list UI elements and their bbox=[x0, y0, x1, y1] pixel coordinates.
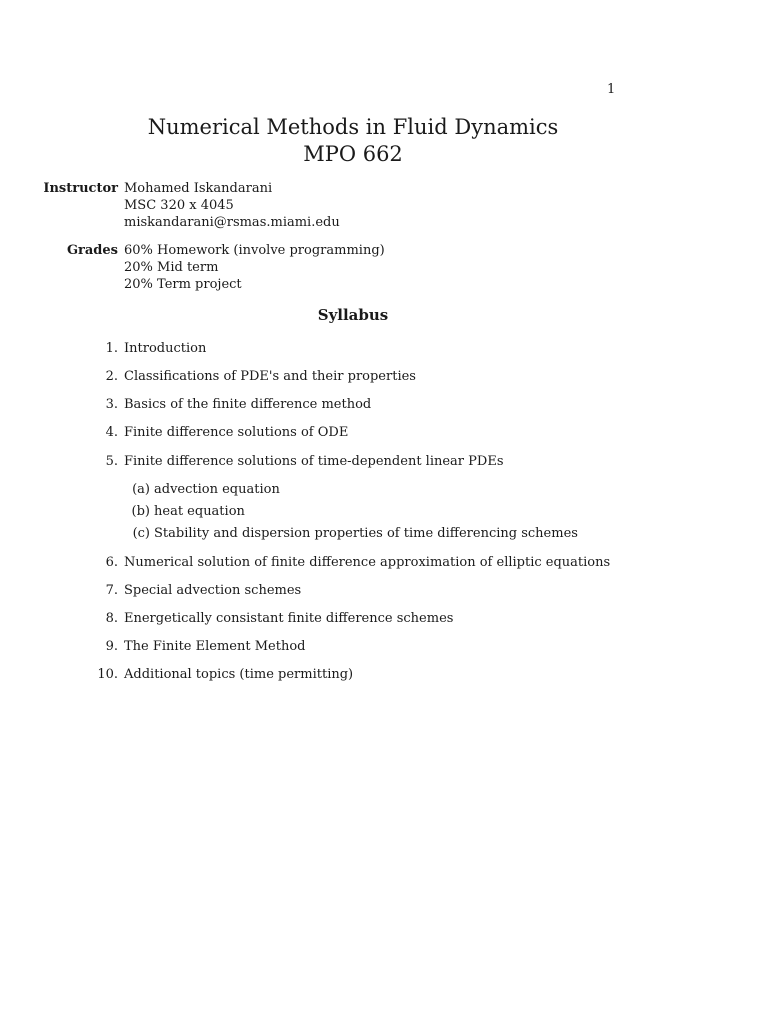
list-item-number: 6. bbox=[105, 555, 118, 570]
list-item-number: 5. bbox=[105, 454, 118, 469]
list-item-number: 4. bbox=[105, 425, 118, 440]
page-number: 1 bbox=[607, 82, 616, 97]
instructor-name: Mohamed Iskandarani bbox=[124, 181, 273, 196]
sub-list-item-letter: (c) bbox=[132, 526, 150, 541]
course-code: MPO 662 bbox=[303, 142, 403, 166]
grades-details bbox=[124, 242, 385, 293]
list-item-text: Numerical solution of finite difference approximation of elliptic equations bbox=[124, 555, 611, 570]
instructor-details bbox=[124, 180, 340, 231]
grades-label: Grades bbox=[66, 243, 118, 258]
list-item-number: 3. bbox=[105, 397, 118, 412]
list-item-text: Introduction bbox=[124, 341, 207, 356]
grade-midterm: 20% Mid term bbox=[124, 260, 219, 275]
title-block bbox=[0, 114, 706, 168]
list-item-number: 8. bbox=[105, 611, 118, 626]
list-item-number: 1. bbox=[105, 341, 118, 356]
list-item-text: Classifications of PDE's and their properties bbox=[124, 369, 416, 384]
sub-list-item-letter: (b) bbox=[131, 504, 150, 519]
document-title: Numerical Methods in Fluid Dynamics bbox=[147, 115, 559, 139]
list-item-number: 9. bbox=[105, 639, 118, 654]
syllabus-heading: Syllabus bbox=[317, 306, 389, 324]
list-item-text: Additional topics (time permitting) bbox=[124, 667, 354, 682]
list-item-text: The Finite Element Method bbox=[124, 639, 306, 654]
grade-project: 20% Term project bbox=[124, 277, 242, 292]
instructor-email: miskandarani@rsmas.miami.edu bbox=[124, 215, 340, 230]
instructor-office: MSC 320 x 4045 bbox=[124, 198, 234, 213]
list-item-text: Special advection schemes bbox=[124, 583, 302, 598]
instructor-label: Instructor bbox=[43, 181, 118, 196]
grade-homework: 60% Homework (involve programming) bbox=[124, 243, 385, 258]
list-item-number: 7. bbox=[105, 583, 118, 598]
sub-list-item-text: advection equation bbox=[154, 482, 280, 497]
list-item-text: Basics of the finite difference method bbox=[124, 397, 372, 412]
list-item-number: 2. bbox=[105, 369, 118, 384]
sub-list-item-text: heat equation bbox=[154, 504, 245, 519]
list-item-text: Finite difference solutions of ODE bbox=[124, 425, 349, 440]
list-item-number: 10. bbox=[97, 667, 118, 682]
sub-list-item-text: Stability and dispersion properties of time differencing schemes bbox=[154, 526, 578, 541]
list-item-text: Finite difference solutions of time-dependent linear PDEs bbox=[124, 454, 504, 469]
list-item-text: Energetically consistant finite difference schemes bbox=[124, 611, 454, 626]
sub-list-item-letter: (a) bbox=[132, 482, 150, 497]
